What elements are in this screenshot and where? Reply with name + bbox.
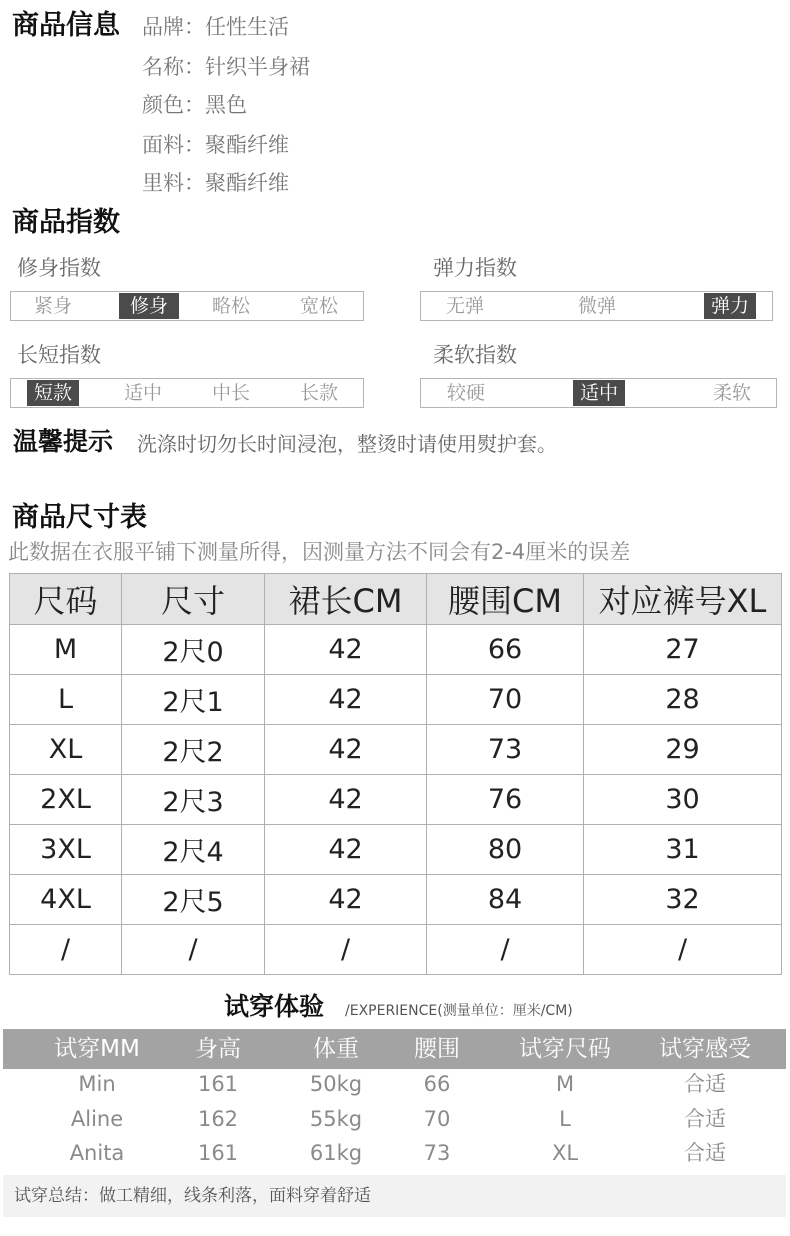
cell-waist: 66 <box>427 625 584 675</box>
info-brand: 品牌：任性生活 <box>142 15 289 39</box>
fit-option-tight: 紧身 <box>33 295 72 317</box>
try-header-height: 身高 <box>195 1036 241 1062</box>
cell-skirt-length: 42 <box>265 725 427 775</box>
info-fabric: 面料：聚酯纤维 <box>142 133 289 157</box>
fit-option-loose: 略松 <box>211 295 250 317</box>
elasticity-option-slight: 微弹 <box>577 295 616 317</box>
try-cell-size: L <box>559 1107 571 1131</box>
try-cell-feel: 合适 <box>684 1072 726 1096</box>
cell-waist: / <box>427 925 584 975</box>
cell-skirt-length: 42 <box>265 875 427 925</box>
size-chart-note: 此数据在衣服平铺下测量所得，因测量方法不同会有2-4厘米的误差 <box>8 540 631 564</box>
elasticity-index-label: 弹力指数 <box>433 256 517 280</box>
try-header-model: 试穿MM <box>54 1036 140 1062</box>
cell-skirt-length: 42 <box>265 775 427 825</box>
info-lining: 里料：聚酯纤维 <box>142 171 289 195</box>
cell-waist: 76 <box>427 775 584 825</box>
softness-option-medium: 适中 <box>573 380 625 406</box>
info-color: 颜色：黑色 <box>142 93 247 117</box>
length-option-short: 短款 <box>27 380 79 406</box>
try-cell-model: Anita <box>69 1141 125 1165</box>
elasticity-option-none: 无弹 <box>445 295 484 317</box>
cell-measure: 2尺5 <box>122 875 265 925</box>
cell-size: M <box>10 625 122 675</box>
header-skirt-length: 裙长CM <box>265 574 427 625</box>
length-option-medium: 适中 <box>123 382 162 404</box>
fit-option-wide: 宽松 <box>299 295 338 317</box>
try-cell-waist: 73 <box>423 1141 451 1165</box>
cell-pant-size: 27 <box>584 625 782 675</box>
cell-skirt-length: 42 <box>265 625 427 675</box>
cell-waist: 80 <box>427 825 584 875</box>
cell-size: 3XL <box>10 825 122 875</box>
cell-measure: 2尺1 <box>122 675 265 725</box>
size-table <box>9 573 782 975</box>
table-row <box>10 775 782 825</box>
elasticity-index-bar <box>420 291 773 321</box>
cell-pant-size: 28 <box>584 675 782 725</box>
try-on-title: 试穿体验 <box>224 992 325 1021</box>
size-chart-title: 商品尺寸表 <box>12 502 147 533</box>
try-cell-height: 162 <box>197 1107 239 1131</box>
cell-pant-size: 29 <box>584 725 782 775</box>
elasticity-option-stretch: 弹力 <box>704 293 756 319</box>
fit-option-slim: 修身 <box>119 293 179 319</box>
cell-size: 2XL <box>10 775 122 825</box>
length-index-bar <box>10 378 364 408</box>
product-index-title: 商品指数 <box>12 207 120 238</box>
try-cell-weight: 50kg <box>309 1072 363 1096</box>
cell-measure: 2尺3 <box>122 775 265 825</box>
table-row <box>10 825 782 875</box>
length-index-label: 长短指数 <box>17 343 101 367</box>
header-size: 尺码 <box>10 574 122 625</box>
try-cell-waist: 66 <box>423 1072 451 1096</box>
try-header-weight: 体重 <box>313 1036 359 1062</box>
length-option-midlong: 中长 <box>211 382 250 404</box>
cell-measure: 2尺4 <box>122 825 265 875</box>
fit-index-bar <box>10 291 364 321</box>
cell-waist: 73 <box>427 725 584 775</box>
try-header-size: 试穿尺码 <box>519 1036 611 1062</box>
try-on-header <box>3 1029 786 1069</box>
try-header-feel: 试穿感受 <box>659 1036 751 1062</box>
cell-size: 4XL <box>10 875 122 925</box>
tips-text: 洗涤时切勿长时间浸泡，整烫时请使用熨护套。 <box>137 432 557 456</box>
try-cell-model: Aline <box>70 1107 124 1131</box>
cell-size: XL <box>10 725 122 775</box>
softness-index-bar <box>420 378 777 408</box>
try-cell-size: M <box>555 1072 575 1096</box>
table-row <box>10 925 782 975</box>
softness-option-hard: 较硬 <box>446 382 485 404</box>
cell-measure: / <box>122 925 265 975</box>
try-cell-feel: 合适 <box>684 1141 726 1165</box>
try-on-subtitle: /EXPERIENCE(测量单位：厘米/CM) <box>345 1003 573 1019</box>
cell-measure: 2尺0 <box>122 625 265 675</box>
cell-measure: 2尺2 <box>122 725 265 775</box>
try-cell-size: XL <box>551 1141 579 1165</box>
cell-skirt-length: 42 <box>265 825 427 875</box>
try-cell-waist: 70 <box>423 1107 451 1131</box>
cell-skirt-length: / <box>265 925 427 975</box>
product-info-title: 商品信息 <box>12 10 120 41</box>
cell-size: / <box>10 925 122 975</box>
table-row <box>10 875 782 925</box>
cell-waist: 84 <box>427 875 584 925</box>
try-cell-height: 161 <box>197 1072 239 1096</box>
header-measure: 尺寸 <box>122 574 265 625</box>
info-name: 名称：针织半身裙 <box>142 55 310 79</box>
cell-pant-size: 30 <box>584 775 782 825</box>
try-cell-model: Min <box>78 1072 116 1096</box>
table-row <box>10 625 782 675</box>
softness-option-soft: 柔软 <box>712 382 751 404</box>
cell-pant-size: 31 <box>584 825 782 875</box>
cell-pant-size: / <box>584 925 782 975</box>
try-cell-weight: 61kg <box>309 1141 363 1165</box>
tips-title: 温馨提示 <box>13 427 114 456</box>
cell-skirt-length: 42 <box>265 675 427 725</box>
cell-size: L <box>10 675 122 725</box>
cell-waist: 70 <box>427 675 584 725</box>
size-table-header <box>10 574 782 625</box>
table-row <box>10 675 782 725</box>
softness-index-label: 柔软指数 <box>433 343 517 367</box>
try-cell-feel: 合适 <box>684 1107 726 1131</box>
length-option-long: 长款 <box>299 382 338 404</box>
try-on-summary: 试穿总结：做工精细，线条利落，面料穿着舒适 <box>3 1175 786 1217</box>
try-cell-height: 161 <box>197 1141 239 1165</box>
header-waist: 腰围CM <box>427 574 584 625</box>
table-row <box>10 725 782 775</box>
fit-index-label: 修身指数 <box>17 256 101 280</box>
try-cell-weight: 55kg <box>309 1107 363 1131</box>
header-pant-size: 对应裤号XL <box>584 574 782 625</box>
try-header-waist: 腰围 <box>414 1036 460 1062</box>
cell-pant-size: 32 <box>584 875 782 925</box>
